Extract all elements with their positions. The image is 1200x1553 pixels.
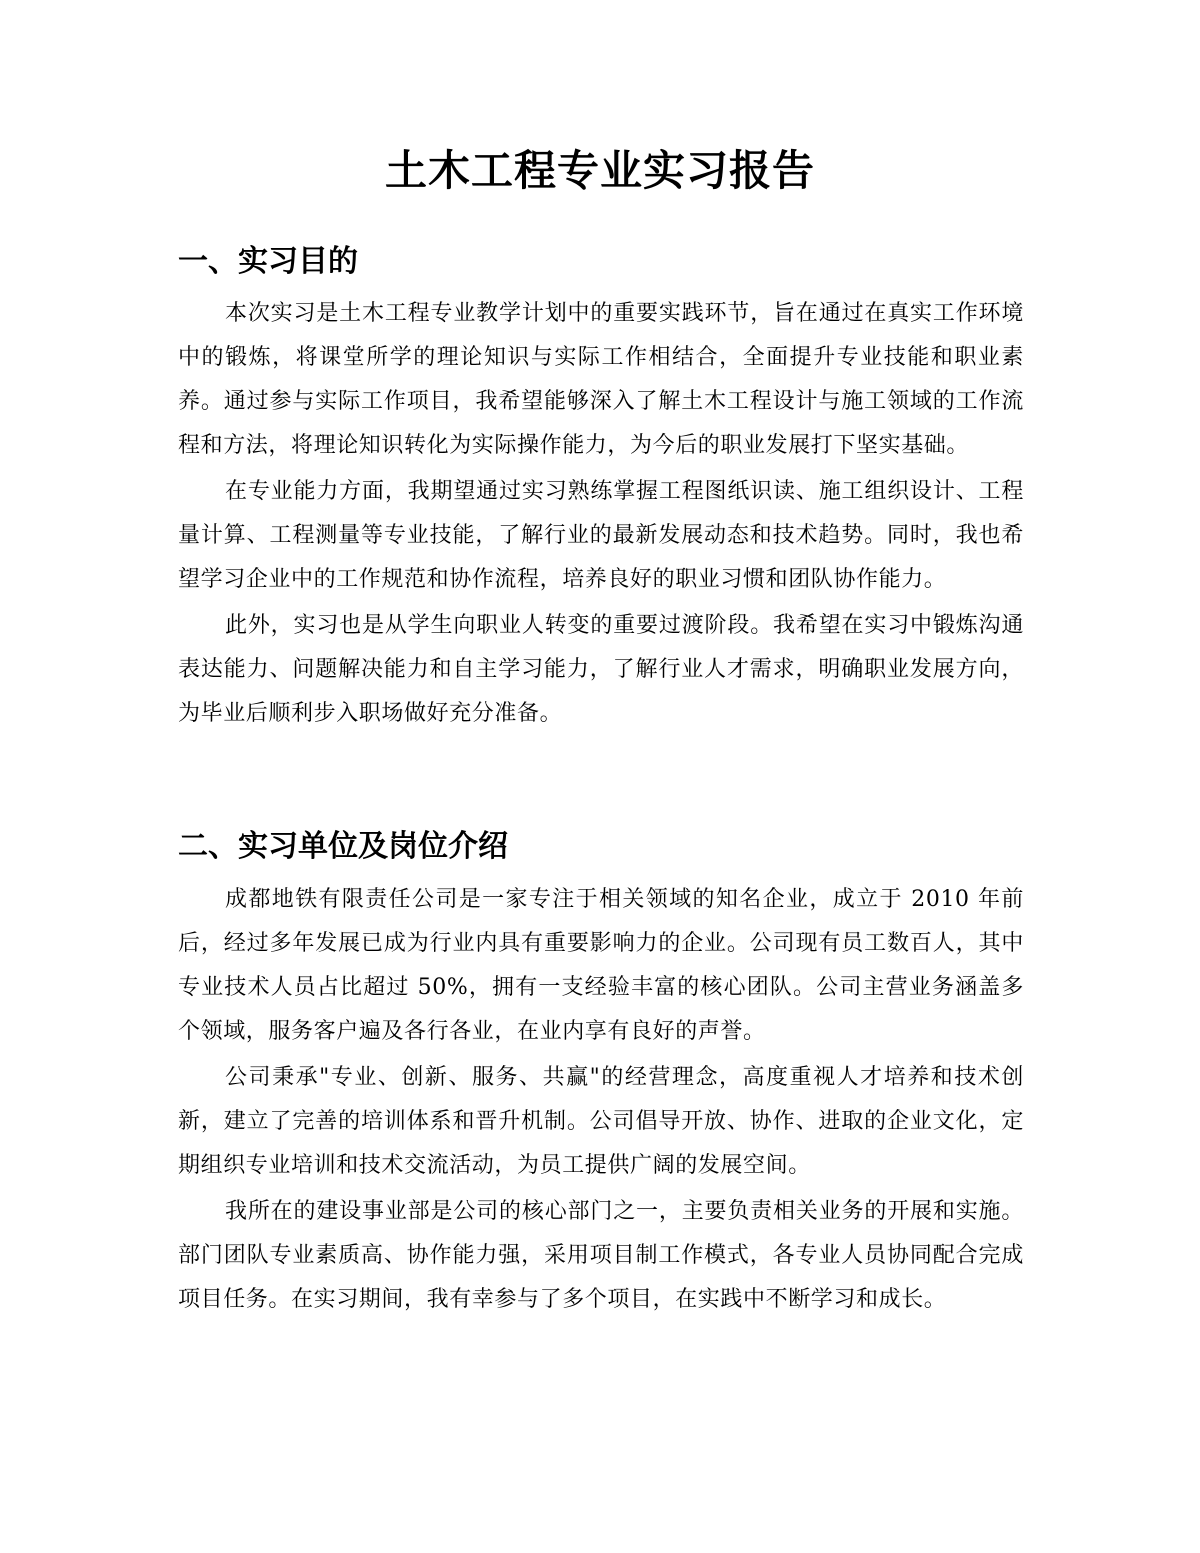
paragraph: 公司秉承"专业、创新、服务、共赢"的经营理念，高度重视人才培养和技术创新，建立了完善的培训体系和晋升机制。公司倡导开放、协作、进取的企业文化，定期组织专业培训和技术交流活动，为员工提供广阔的发展空间。 (178, 1065, 1024, 1178)
section-body-company-and-position (178, 878, 1024, 1324)
section-heading-company-and-position: 二、实习单位及岗位介绍 (178, 829, 508, 864)
paragraph: 我所在的建设事业部是公司的核心部门之一，主要负责相关业务的开展和实施。部门团队专业素质高、协作能力强，采用项目制工作模式，各专业人员协同配合完成项目任务。在实习期间，我有幸参与了多个项目，在实践中不断学习和成长。 (178, 1199, 1024, 1312)
paragraph: 此外，实习也是从学生向职业人转变的重要过渡阶段。我希望在实习中锻炼沟通表达能力、问题解决能力和自主学习能力，了解行业人才需求，明确职业发展方向，为毕业后顺利步入职场做好充分准备。 (178, 613, 1024, 726)
section-heading-internship-purpose: 一、实习目的 (178, 244, 358, 279)
paragraph: 成都地铁有限责任公司是一家专注于相关领域的知名企业，成立于 2010 年前后，经过多年发展已成为行业内具有重要影响力的企业。公司现有员工数百人，其中专业技术人员占比超过 50%，拥有一支经验丰富的核心团队。公司主营业务涵盖多个领域，服务客户遍及各行各业，在业内享有良好的声誉。 (178, 887, 1024, 1044)
paragraph: 本次实习是土木工程专业教学计划中的重要实践环节，旨在通过在真实工作环境中的锻炼，将课堂所学的理论知识与实际工作相结合，全面提升专业技能和职业素养。通过参与实际工作项目，我希望能够深入了解土木工程设计与施工领域的工作流程和方法，将理论知识转化为实际操作能力，为今后的职业发展打下坚实基础。 (178, 301, 1024, 458)
section-body-internship-purpose (178, 292, 1024, 738)
document-title: 土木工程专业实习报告 (384, 146, 815, 195)
paragraph: 在专业能力方面，我期望通过实习熟练掌握工程图纸识读、施工组织设计、工程量计算、工程测量等专业技能，了解行业的最新发展动态和技术趋势。同时，我也希望学习企业中的工作规范和协作流程，培养良好的职业习惯和团队协作能力。 (178, 479, 1024, 592)
